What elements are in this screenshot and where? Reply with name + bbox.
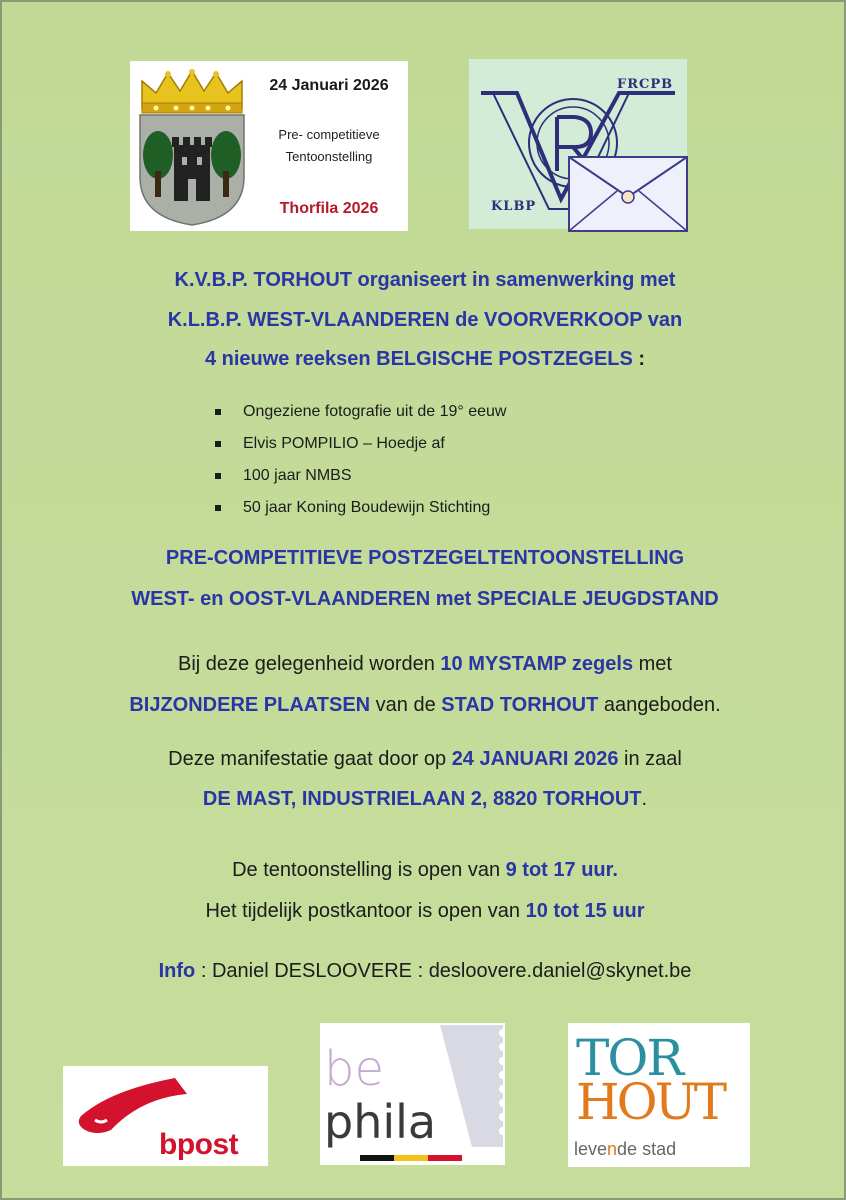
bpost-logo <box>63 1066 268 1166</box>
torhout-crest-icon <box>136 67 248 227</box>
mystamp-line-2: BIJZONDERE PLAATSEN van de STAD TORHOUT aangeboden. <box>129 694 721 716</box>
exhibition-hours: De tentoonstelling is open van 9 tot 17 uur. <box>232 859 618 881</box>
castle-icon <box>172 137 212 201</box>
torhout-tagline: levende stad <box>574 1139 677 1159</box>
torhout-word-hout: HOUT <box>576 1073 725 1131</box>
klbp-label: KLBP <box>491 199 537 214</box>
intro-line-3 <box>2 348 846 371</box>
intro-colon: : <box>632 348 646 370</box>
torhout-word-tor: TOR <box>576 1029 682 1087</box>
logo-subtitle-line1: Pre- competitieve <box>278 127 380 142</box>
frcpb-label: FRCPB <box>617 77 674 92</box>
exhibition-heading-2: WEST- en OOST-VLAANDEREN met SPECIALE JEUGDSTAND <box>131 588 719 610</box>
contact-info: Info : Daniel DESLOOVERE : desloovere.daniel@skynet.be <box>158 960 692 982</box>
thorfila-logo <box>130 61 408 231</box>
bullet-icon <box>215 441 221 447</box>
intro-line-1: K.V.B.P. TORHOUT organiseert in samenwerking met <box>174 269 676 291</box>
list-item: 100 jaar NMBS <box>215 466 506 498</box>
bephila-word-phila: phila <box>324 1095 437 1149</box>
contact-name: Daniel DESLOOVERE : <box>211 960 429 982</box>
exhibition-heading-1: PRE-COMPETITIEVE POSTZEGELTENTOONSTELLING <box>165 547 685 569</box>
contact-email[interactable]: desloovere.daniel@skynet.be <box>428 960 692 982</box>
envelope-icon <box>567 155 689 233</box>
list-item: 50 jaar Koning Boudewijn Stichting <box>215 498 506 530</box>
bephila-word-be: be <box>324 1041 384 1097</box>
bullet-icon <box>215 473 221 479</box>
stamp-series-list <box>215 402 506 530</box>
torhout-logo <box>568 1023 750 1167</box>
venue-line-2: DE MAST, INDUSTRIELAAN 2, 8820 TORHOUT. <box>202 788 648 810</box>
post-office-hours: Het tijdelijk postkantoor is open van 10 tot 15 uur <box>205 900 645 922</box>
list-item: Ongeziene fotografie uit de 19° eeuw <box>215 402 506 434</box>
frcpb-klbp-logo <box>469 59 687 229</box>
belgian-flag-icon <box>360 1155 462 1161</box>
exhibition-date: 24 Januari 2026 <box>269 77 389 94</box>
logo-subtitle-line2: Tentoonstelling <box>285 149 373 164</box>
bullet-icon <box>215 505 221 511</box>
mystamp-line-1: Bij deze gelegenheid worden 10 MYSTAMP zegels met <box>178 653 672 675</box>
info-label: Info <box>158 960 196 982</box>
list-item: Elvis POMPILIO – Hoedje af <box>215 434 506 466</box>
crown-icon <box>142 69 242 113</box>
bullet-icon <box>215 409 221 415</box>
bephila-logo <box>320 1023 505 1165</box>
thorfila-title: Thorfila 2026 <box>279 200 379 217</box>
intro-stamp-series: 4 nieuwe reeksen BELGISCHE POSTZEGELS <box>204 348 633 370</box>
venue-line-1: Deze manifestatie gaat door op 24 JANUARI 2026 in zaal <box>168 748 682 770</box>
intro-line-2: K.L.B.P. WEST-VLAANDEREN de VOORVERKOOP van <box>167 309 683 331</box>
bpost-wordmark: bpost <box>159 1128 239 1161</box>
